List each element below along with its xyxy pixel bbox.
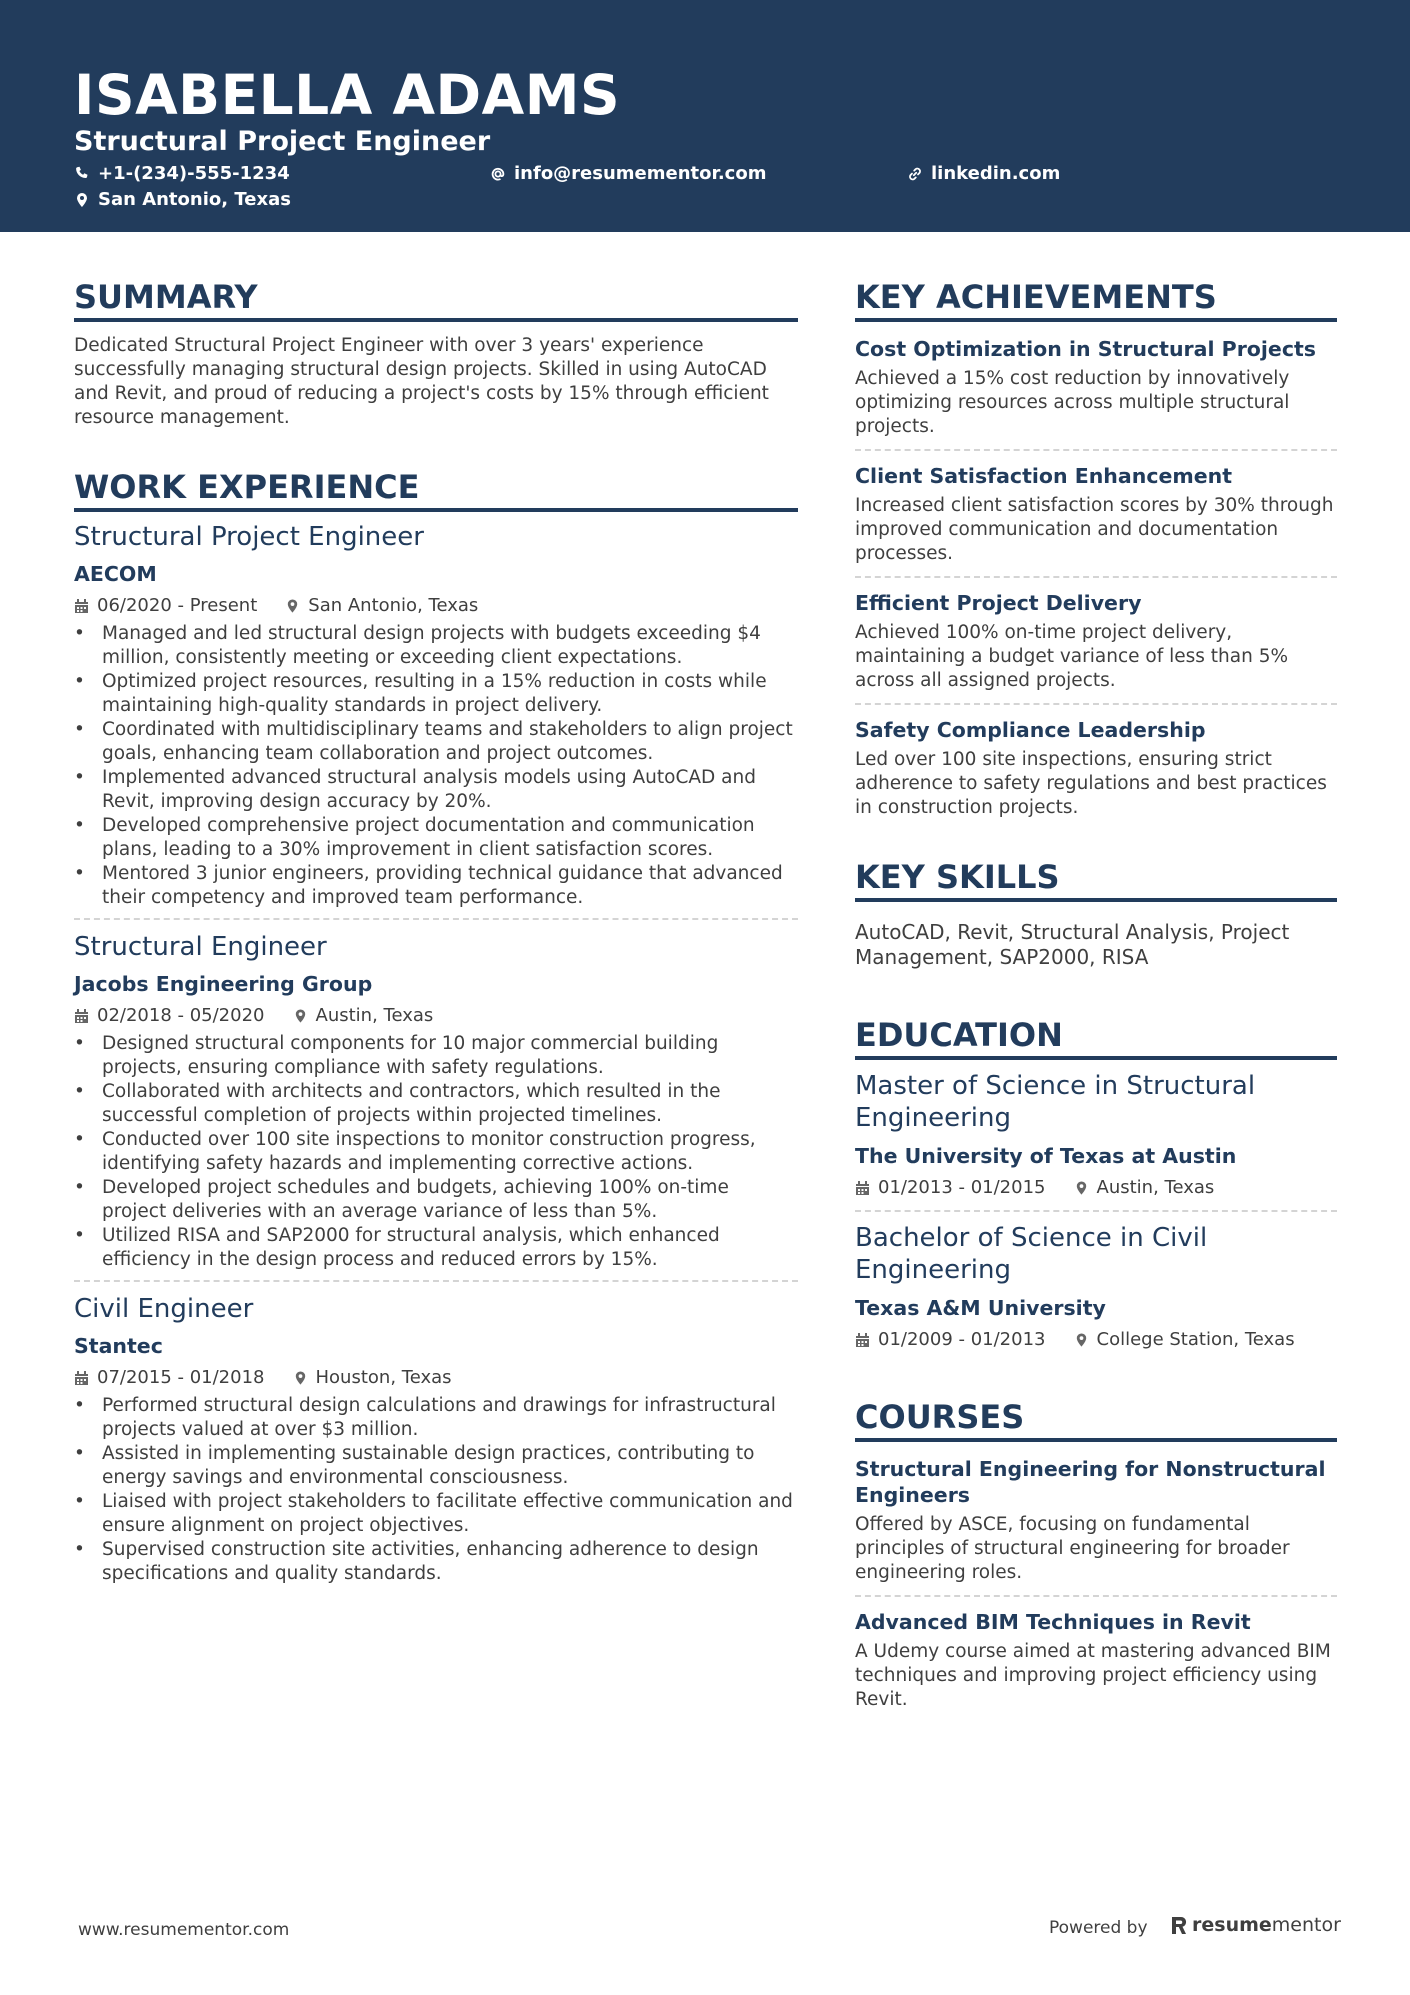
entry-divider: [855, 1595, 1337, 1597]
job-company: AECOM: [74, 562, 157, 586]
achievement-text: Achieved 100% on-time project delivery, maintaining a budget variance of less than 5% across all assigned projects.: [855, 622, 1289, 691]
education-location-text: College Station, Texas: [1096, 1329, 1295, 1350]
linkedin-text: linkedin.com: [931, 163, 1061, 184]
job-bullet: • Performed structural design calculations and drawings for infrastructural projects valued at over $3 million.: [74, 1394, 798, 1442]
achievement-item: [855, 717, 1337, 820]
education-dates-text: 01/2009 - 01/2013: [878, 1329, 1046, 1350]
courses-heading: COURSES: [855, 1396, 1337, 1442]
entry-divider: [855, 576, 1337, 578]
job-meta: [74, 594, 798, 618]
job-bullet: • Optimized project resources, resulting in a 15% reduction in costs while maintaining high-quality standards in project delivery.: [74, 670, 798, 718]
course-title: Structural Engineering for Nonstructural Engineers: [855, 1457, 1326, 1507]
job-entry: [74, 930, 798, 1272]
education-dates: [855, 1328, 1046, 1352]
job-location: [285, 594, 478, 618]
achievement-title: Efficient Project Delivery: [855, 591, 1142, 615]
education-meta: [855, 1176, 1337, 1200]
education-heading: EDUCATION: [855, 1014, 1337, 1060]
job-bullet: • Managed and led structural design projects with budgets exceeding $4 million, consistently meeting or exceeding client expectations.: [74, 622, 798, 670]
achievements-heading: KEY ACHIEVEMENTS: [855, 276, 1337, 322]
job-bullets: [74, 622, 798, 910]
education-location: [1074, 1328, 1295, 1352]
achievement-title: Safety Compliance Leadership: [855, 718, 1206, 742]
course-item: [855, 1456, 1337, 1585]
contact-linkedin: [907, 162, 1060, 186]
job-location: [293, 1004, 434, 1028]
job-dates-text: 02/2018 - 05/2020: [97, 1005, 265, 1026]
candidate-title: Structural Project Engineer: [74, 126, 491, 157]
location-pin-icon: [293, 1370, 308, 1386]
courses-section: [855, 1396, 1337, 1712]
job-bullet: • Liaised with project stakeholders to facilitate effective communication and ensure alignment on project objectives.: [74, 1490, 798, 1538]
education-location: [1074, 1176, 1215, 1200]
job-location-text: San Antonio, Texas: [308, 595, 479, 616]
job-location: [293, 1366, 452, 1390]
entry-divider: [74, 918, 798, 920]
skills-text: AutoCAD, Revit, Structural Analysis, Project Management, SAP2000, RISA: [855, 920, 1290, 969]
job-bullets: [74, 1032, 798, 1272]
education-degree: Master of Science in Structural Engineering: [855, 1071, 1256, 1133]
job-bullet: • Conducted over 100 site inspections to monitor construction progress, identifying safety hazards and implementing corrective actions.: [74, 1128, 798, 1176]
achievement-title: Cost Optimization in Structural Projects: [855, 337, 1316, 361]
job-dates-text: 07/2015 - 01/2018: [97, 1367, 265, 1388]
calendar-icon: [855, 1180, 870, 1196]
entry-divider: [855, 449, 1337, 451]
job-dates: [74, 1366, 265, 1390]
education-item: [855, 1070, 1337, 1200]
job-bullet: • Designed structural components for 10 major commercial building projects, ensuring compliance with safety regulations.: [74, 1032, 798, 1080]
entry-divider: [74, 1280, 798, 1282]
skills-heading: KEY SKILLS: [855, 856, 1337, 902]
job-bullet: • Developed project schedules and budgets, achieving 100% on-time project deliveries with an average variance of less than 5%.: [74, 1176, 798, 1224]
calendar-icon: [855, 1332, 870, 1348]
course-title: Advanced BIM Techniques in Revit: [855, 1610, 1251, 1634]
achievement-item: [855, 463, 1337, 566]
right-column: [855, 276, 1337, 1712]
contact-location: [74, 188, 291, 212]
job-bullets: [74, 1394, 798, 1586]
achievement-text: Achieved a 15% cost reduction by innovatively optimizing resources across multiple structural projects.: [855, 368, 1290, 437]
job-dates: [74, 1004, 265, 1028]
location-pin-icon: [1074, 1180, 1089, 1196]
brand-bold: resume: [1192, 1914, 1272, 1936]
job-bullet: • Collaborated with architects and contractors, which resulted in the successful completion of projects within projected timelines.: [74, 1080, 798, 1128]
job-meta: [74, 1366, 798, 1390]
phone-icon: [74, 166, 90, 182]
education-dates: [855, 1176, 1046, 1200]
job-location-text: Austin, Texas: [315, 1005, 434, 1026]
at-icon: [490, 166, 506, 182]
job-bullet: • Developed comprehensive project documentation and communication plans, leading to a 30% improvement in client satisfaction scores.: [74, 814, 798, 862]
job-bullet: • Supervised construction site activities, enhancing adherence to design specifications and quality standards.: [74, 1538, 798, 1586]
brand-logo[interactable]: [1170, 1914, 1341, 1936]
job-entry: [74, 520, 798, 910]
job-title: Civil Engineer: [74, 1294, 254, 1324]
job-title: Structural Engineer: [74, 932, 327, 962]
candidate-name: ISABELLA ADAMS: [74, 63, 621, 127]
job-title: Structural Project Engineer: [74, 522, 424, 552]
job-company: Stantec: [74, 1334, 163, 1358]
job-bullet: • Mentored 3 junior engineers, providing technical guidance that advanced their competency and improved team performance.: [74, 862, 798, 910]
job-bullet: • Utilized RISA and SAP2000 for structural analysis, which enhanced efficiency in the design process and reduced errors by 15%.: [74, 1224, 798, 1272]
experience-section: [74, 466, 798, 1586]
education-school: The University of Texas at Austin: [855, 1144, 1237, 1168]
location-pin-icon: [293, 1008, 308, 1024]
education-degree: Bachelor of Science in Civil Engineering: [855, 1223, 1208, 1285]
brand-wordmark: [1192, 1914, 1341, 1936]
calendar-icon: [74, 598, 89, 614]
achievement-item: [855, 336, 1337, 439]
achievement-text: Led over 100 site inspections, ensuring strict adherence to safety regulations and best practices in construction projects.: [855, 749, 1327, 818]
education-section: [855, 1014, 1337, 1352]
education-school: Texas A&M University: [855, 1296, 1106, 1320]
job-dates-text: 06/2020 - Present: [97, 595, 258, 616]
job-bullet: • Implemented advanced structural analysis models using AutoCAD and Revit, improving design accuracy by 20%.: [74, 766, 798, 814]
achievements-section: [855, 276, 1337, 820]
contact-phone: [74, 162, 290, 186]
job-meta: [74, 1004, 798, 1028]
location-pin-icon: [1074, 1332, 1089, 1348]
job-bullet: • Assisted in implementing sustainable design practices, contributing to energy savings and environmental consciousness.: [74, 1442, 798, 1490]
job-bullet: • Coordinated with multidisciplinary teams and stakeholders to align project goals, enhancing team collaboration and project outcomes.: [74, 718, 798, 766]
course-item: [855, 1609, 1337, 1712]
entry-divider: [855, 1210, 1337, 1212]
course-text: A Udemy course aimed at mastering advanced BIM techniques and improving project efficiency using Revit.: [855, 1641, 1331, 1710]
achievement-text: Increased client satisfaction scores by 30% through improved communication and documentation processes.: [855, 495, 1334, 564]
left-column: [74, 276, 798, 1586]
powered-by-label: Powered by: [1049, 1918, 1148, 1938]
summary-section: [74, 276, 798, 430]
brand-light: mentor: [1271, 1914, 1341, 1936]
resume-header: [0, 0, 1410, 232]
calendar-icon: [74, 1008, 89, 1024]
achievement-title: Client Satisfaction Enhancement: [855, 464, 1233, 488]
education-item: [855, 1222, 1337, 1352]
location-pin-icon: [74, 192, 90, 208]
job-company: Jacobs Engineering Group: [74, 972, 373, 996]
summary-heading: SUMMARY: [74, 276, 798, 322]
course-text: Offered by ASCE, focusing on fundamental principles of structural engineering for broader engineering roles.: [855, 1514, 1290, 1583]
link-icon: [907, 166, 923, 182]
calendar-icon: [74, 1370, 89, 1386]
phone-text: +1-(234)-555-1234: [98, 163, 290, 184]
achievement-item: [855, 590, 1337, 693]
job-dates: [74, 594, 257, 618]
email-text: info@resumementor.com: [514, 163, 767, 184]
entry-divider: [855, 703, 1337, 705]
education-location-text: Austin, Texas: [1096, 1177, 1215, 1198]
skills-section: [855, 856, 1337, 970]
location-pin-icon: [285, 598, 300, 614]
location-text: San Antonio, Texas: [98, 189, 291, 210]
job-entry: [74, 1292, 798, 1586]
education-dates-text: 01/2013 - 01/2015: [878, 1177, 1046, 1198]
job-location-text: Houston, Texas: [315, 1367, 452, 1388]
footer-url[interactable]: www.resumementor.com: [78, 1920, 290, 1940]
resumementor-logo-icon: [1170, 1914, 1188, 1936]
summary-text: Dedicated Structural Project Engineer with over 3 years' experience successfully managing structural design projects. Skilled in using AutoCAD and Revit, and proud of reducing a project's costs by 15% through efficient resource management.: [74, 335, 769, 428]
contact-email: [490, 162, 766, 186]
education-meta: [855, 1328, 1337, 1352]
experience-heading: WORK EXPERIENCE: [74, 466, 798, 512]
